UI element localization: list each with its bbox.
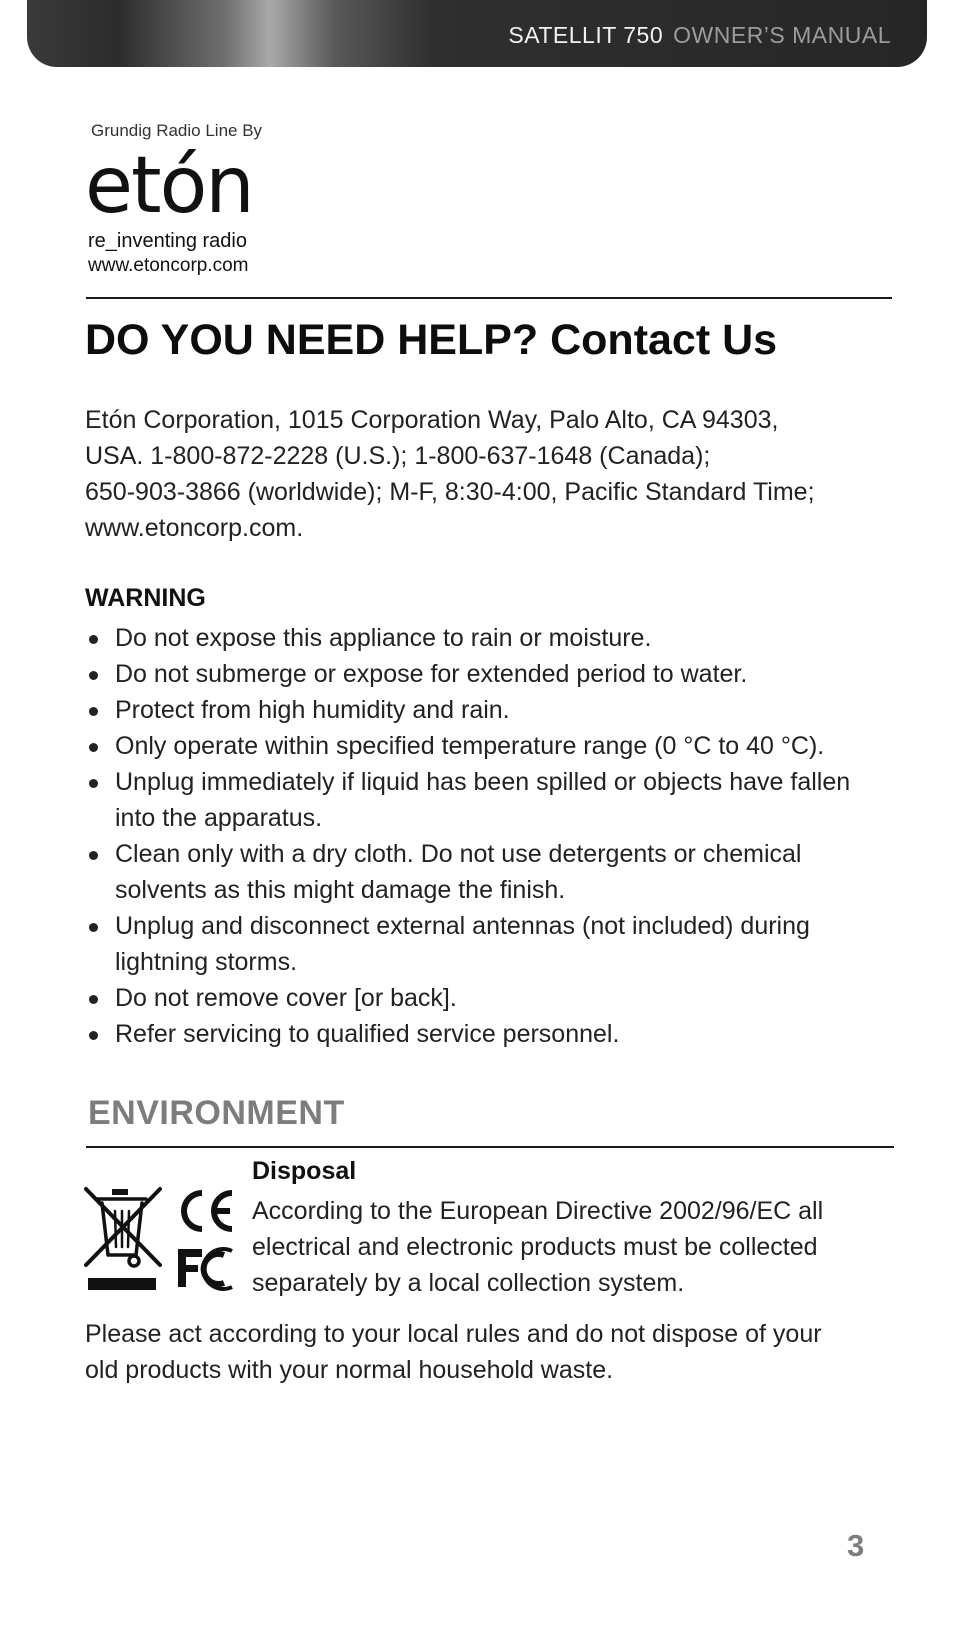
contact-line: www.etoncorp.com. — [85, 514, 304, 542]
page-number: 3 — [847, 1528, 865, 1563]
warning-list — [85, 620, 885, 1052]
contact-line: USA. 1-800-872-2228 (U.S.); 1-800-637-1648 (Canada); — [85, 442, 711, 470]
closing-text — [85, 1316, 905, 1388]
fcc-mark-icon — [176, 1245, 238, 1291]
warning-item: Unplug immediately if liquid has been spilled or objects have fallen into the apparatus. — [85, 764, 885, 836]
contact-line: Etón Corporation, 1015 Corporation Way, Palo Alto, CA 94303, — [85, 406, 779, 434]
warning-heading: WARNING — [85, 584, 206, 612]
header-band — [27, 0, 927, 67]
closing-line: Please act according to your local rules and do not dispose of your — [85, 1320, 822, 1348]
brand-url: www.etoncorp.com — [88, 255, 249, 276]
header-manual: OWNER’S MANUAL — [673, 22, 891, 48]
closing-line: old products with your normal household waste. — [85, 1356, 614, 1384]
warning-item: Protect from high humidity and rain. — [85, 692, 885, 728]
warning-item: Only operate within specified temperature range (0 °C to 40 °C). — [85, 728, 885, 764]
environment-heading: ENVIRONMENT — [88, 1094, 345, 1132]
warning-item: Do not submerge or expose for extended period to water. — [85, 656, 885, 692]
disposal-line: separately by a local collection system. — [252, 1269, 685, 1297]
disposal-heading: Disposal — [252, 1157, 357, 1185]
contact-line: 650-903-3866 (worldwide); M-F, 8:30-4:00, Pacific Standard Time; — [85, 478, 815, 506]
page-title: DO YOU NEED HELP? Contact Us — [85, 316, 778, 364]
header-title — [508, 22, 891, 49]
contact-block — [85, 402, 885, 546]
brand-tagline: re_inventing radio — [88, 230, 247, 252]
disposal-line: According to the European Directive 2002/96/EC all — [252, 1197, 824, 1225]
warning-item: Clean only with a dry cloth. Do not use detergents or chemical solvents as this might damage the finish. — [85, 836, 885, 908]
warning-item: Do not expose this appliance to rain or moisture. — [85, 620, 885, 656]
divider-environment — [86, 1146, 894, 1148]
brand-byline: Grundig Radio Line By — [91, 121, 263, 140]
divider-top — [86, 297, 892, 299]
eton-logo: etón — [85, 141, 253, 231]
warning-item: Unplug and disconnect external antennas (not included) during lightning storms. — [85, 908, 885, 980]
disposal-line: electrical and electronic products must be collected — [252, 1233, 818, 1261]
crossed-out-wheelie-bin-icon — [82, 1183, 166, 1293]
warning-item: Do not remove cover [or back]. — [85, 980, 885, 1016]
warning-item: Refer servicing to qualified service personnel. — [85, 1016, 885, 1052]
ce-mark-icon — [178, 1187, 236, 1235]
disposal-text — [252, 1193, 892, 1301]
header-model: SATELLIT 750 — [508, 22, 664, 48]
